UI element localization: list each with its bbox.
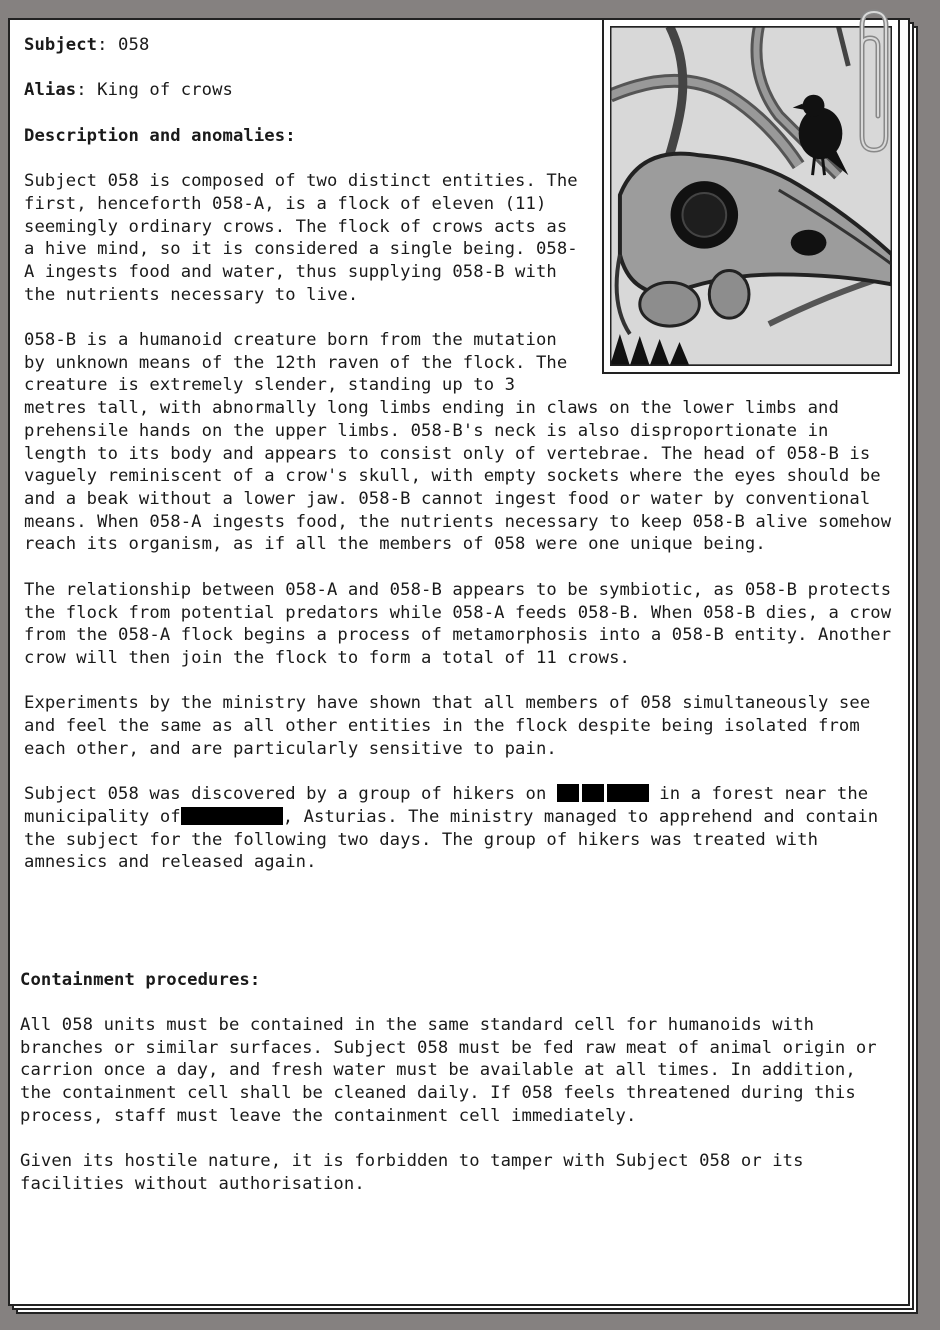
discovery-text-a: Subject 058 was discovered by a group of hikers on <box>24 784 547 805</box>
discovery-text-c: , Asturias. The ministry managed to apprehend and contain the subject for the following two days. The group of hikers was treated with amnesics and released again. <box>24 806 879 873</box>
redacted-day <box>557 784 579 802</box>
containment-paragraph-1: All 058 units must be contained in the same standard cell for humanoids with branches or similar surfaces. Subject 058 must be fed raw meat of animal origin or carrion once a day, and fresh water must be available at all times. In addition, the containment cell shall be cleaned daily. If 058 feels threatened during this process, staff must leave the containment cell immediately. <box>20 1014 877 1126</box>
redacted-year <box>607 784 649 802</box>
description-paragraph-2: 058-B is a humanoid creature born from the mutation by unknown means of the 12th raven of the flock. The creature is extremely slender, standing up to 3 metres tall, with abnormally long limbs ending in claws on the lower limbs and prehensile hands on the upper limbs. 058-B's neck is also disproportionate in length to its body and appears to consist only of vertebrae. The head of 058-B is vaguely reminiscent of a crow's skull, with empty sockets where the eyes should be and a beak without a lower jaw. 058-B cannot ingest food or water by conventional means. When 058-A ingests food, the nutrients necessary to keep 058-B alive somehow reach its organism, as if all the members of 058 were one unique being. <box>24 330 892 555</box>
redacted-municipality <box>181 807 283 825</box>
redacted-month <box>582 784 604 802</box>
subject-line: Subject: 058 <box>24 35 150 55</box>
paperclip-icon <box>848 6 896 156</box>
document-page <box>8 18 910 1306</box>
section-spacer <box>24 897 892 969</box>
containment-paragraph-2: Given its hostile nature, it is forbidden to tamper with Subject 058 or its facilities without authorisation. <box>20 1151 804 1194</box>
description-paragraph-1: Subject 058 is composed of two distinct entities. The first, henceforth 058-A, is a flock of eleven (11) seemingly ordinary crows. The flock of crows acts as a hive mind, so it is considered a single being. 058-A ingests food and water, thus supplying 058-B with the nutrients necessary to live. <box>24 171 578 305</box>
description-paragraph-3: The relationship between 058-A and 058-B appears to be symbiotic, as 058-B protects the flock from potential predators while 058-A feeds 058-B. When 058-B dies, a crow from the 058-A flock begins a process of metamorphosis into a 058-B entity. Another crow will then join the flock to form a total of 11 crows. <box>24 579 892 668</box>
alias-label: Alias <box>24 80 77 101</box>
alias-value: King of crows <box>97 80 233 101</box>
subject-value: 058 <box>118 35 150 55</box>
containment-heading: Containment procedures: <box>20 969 261 990</box>
subject-label: Subject <box>24 35 98 55</box>
description-paragraph-4: Experiments by the ministry have shown that all members of 058 simultaneously see and feel the same as all other entities in the flock despite being isolated from each other, and are particularly sensitive to pain. <box>24 693 871 759</box>
alias-line: Alias: King of crows <box>24 80 233 101</box>
description-heading: Description and anomalies: <box>24 125 296 146</box>
discovery-text-b: in a forest near the municipality of <box>24 784 869 827</box>
document-body <box>20 34 892 1218</box>
description-paragraph-5 <box>24 783 892 874</box>
